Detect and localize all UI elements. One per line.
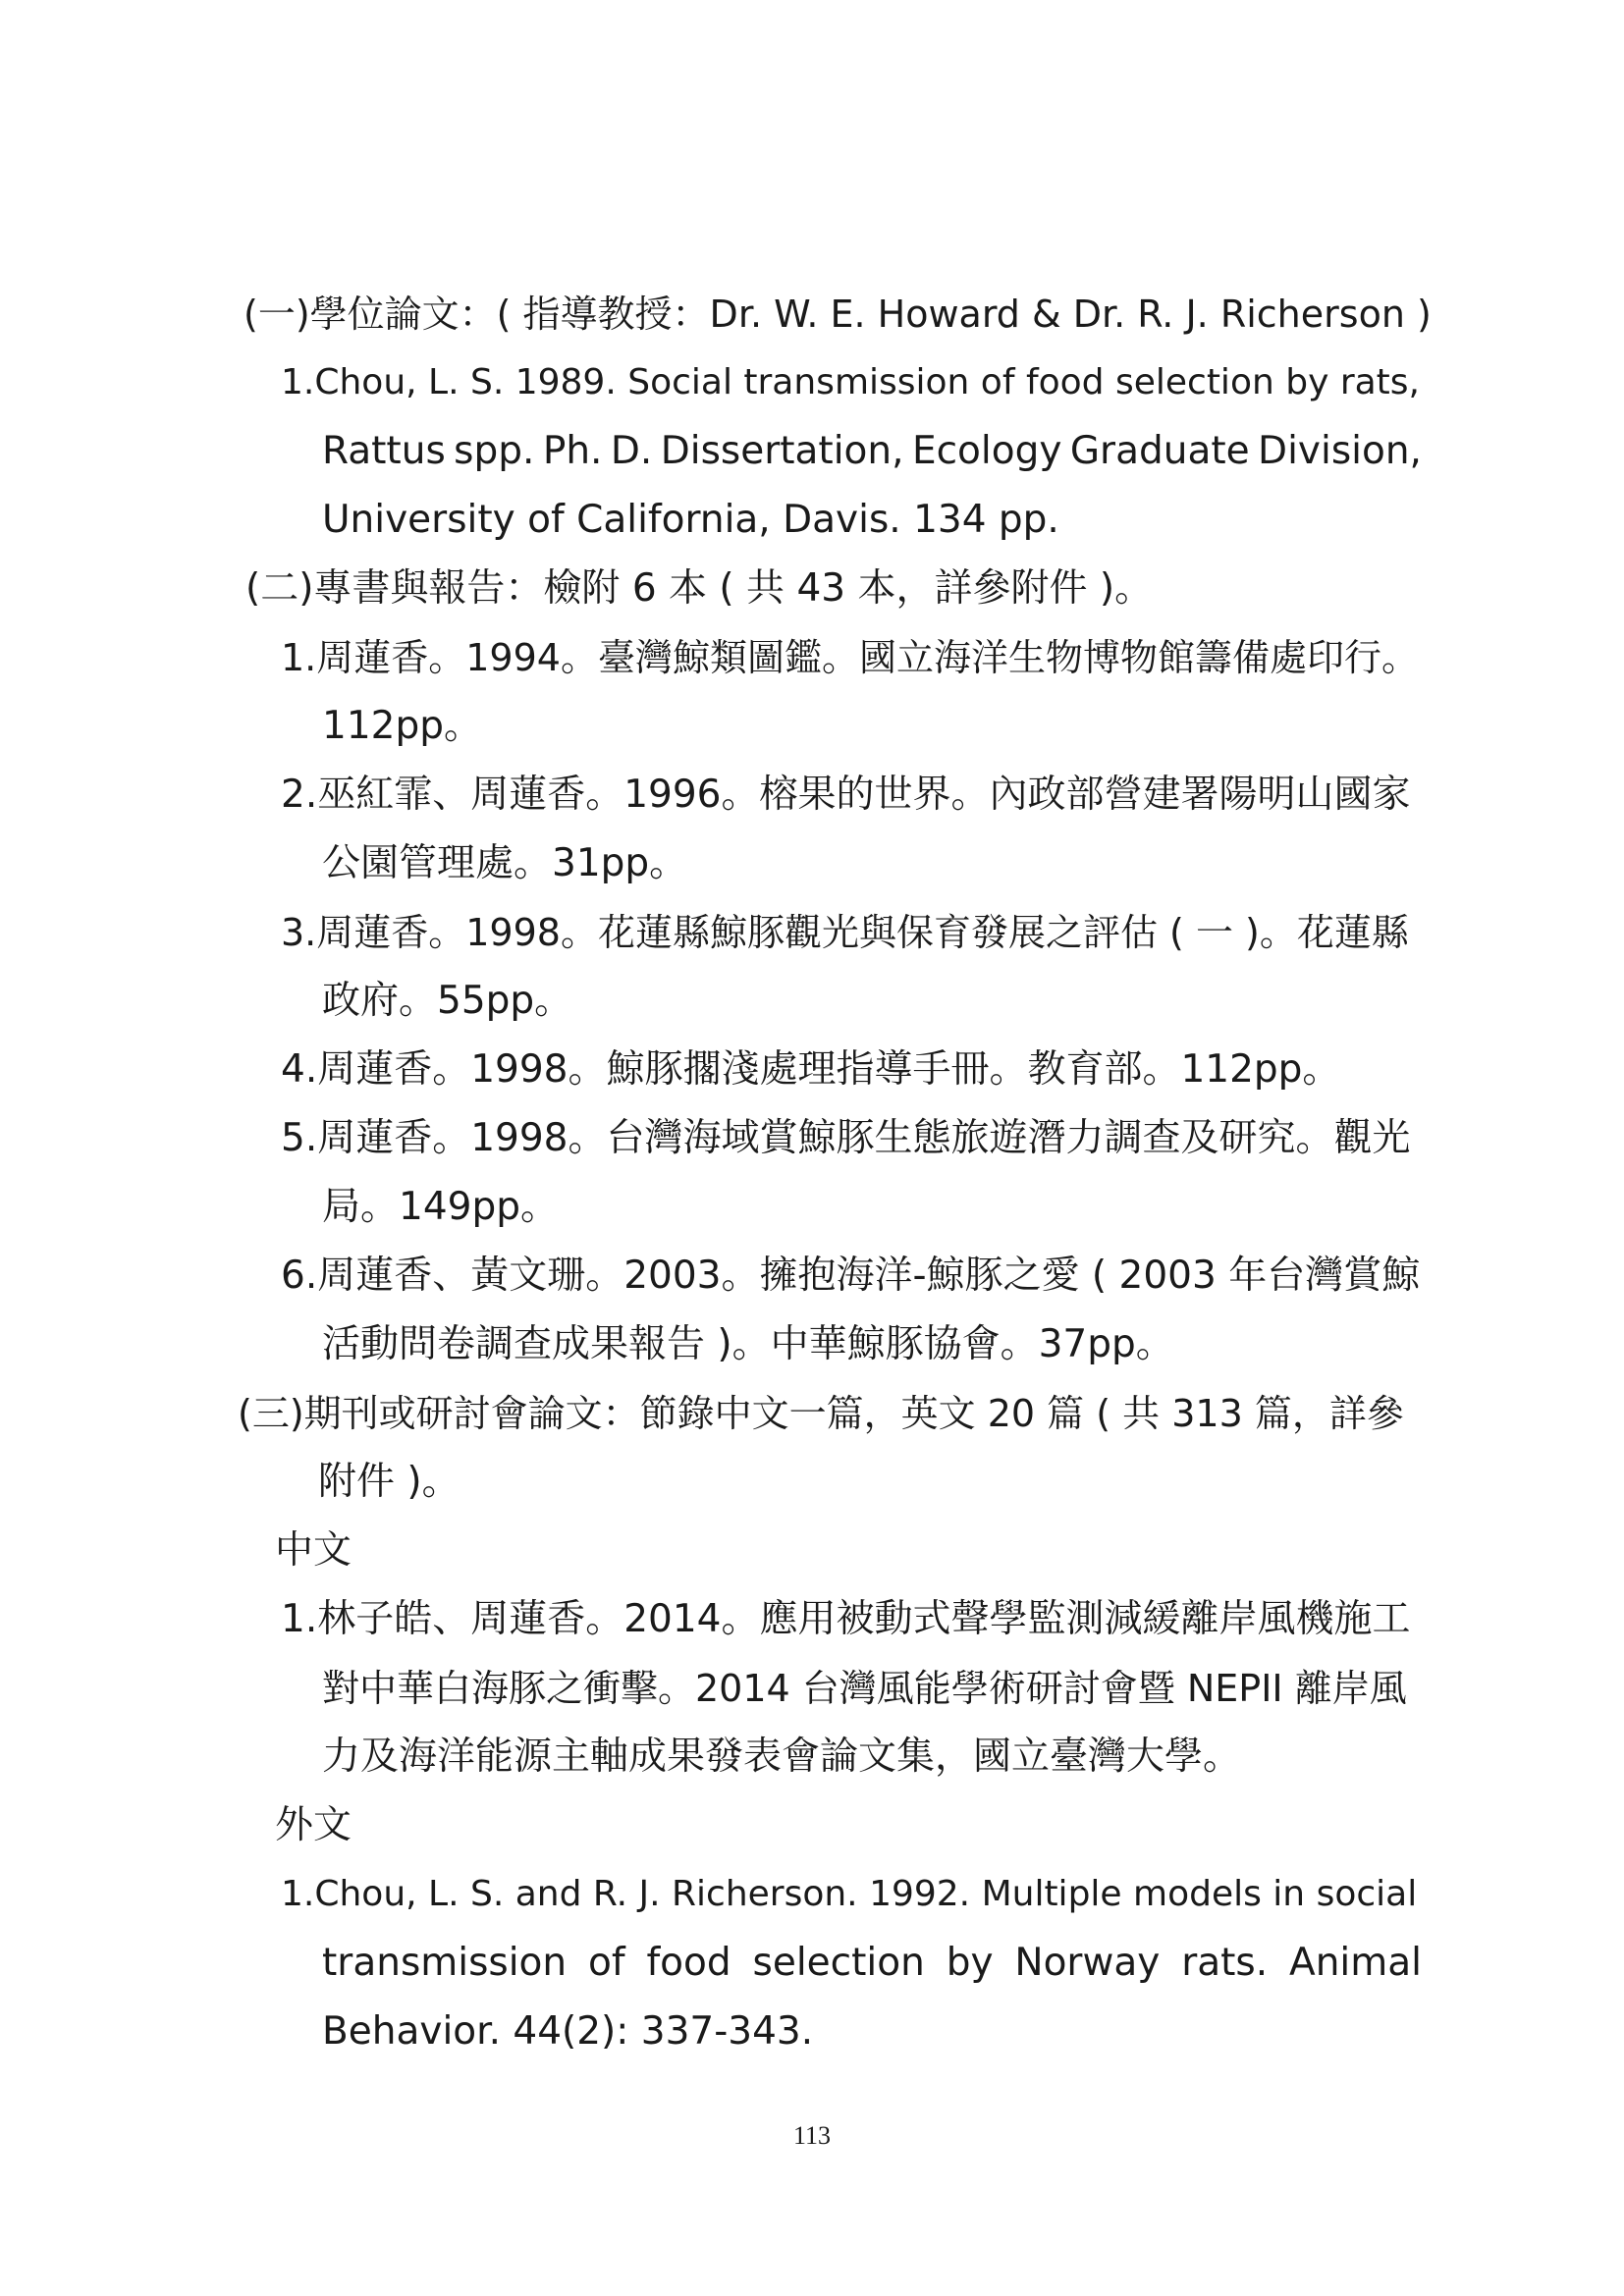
foreign-paper-1-line-3: Behavior. 44(2): 337-343.	[322, 2009, 814, 2054]
chinese-paper-1-line-1: 1.林子皓、周蓮香。2014。應用被動式聲學監測減緩離岸風機施工	[281, 1597, 1411, 1641]
section-heading-papers-line-2: 附件 )。	[318, 1460, 460, 1504]
word: by	[946, 1941, 994, 1985]
book-entry-5-line-1: 5.周蓮香。1998。台灣海域賞鯨豚生態旅遊潛力調查及研究。觀光	[281, 1116, 1411, 1160]
book-entry-3-line-2: 政府。55pp。	[322, 979, 573, 1023]
book-entry-6-line-1: 6.周蓮香、黃文珊。2003。擁抱海洋-鯨豚之愛 ( 2003 年台灣賞鯨	[281, 1254, 1421, 1298]
word: Rattus	[322, 429, 446, 473]
word: Animal	[1289, 1941, 1422, 1985]
section-heading-dissertation: (一)學位論文：( 指導教授：Dr. W. E. Howard & Dr. R. J. Richerson )	[244, 293, 1432, 336]
word: Norway	[1014, 1941, 1161, 1985]
section-heading-books-reports: (二)專書與報告：檢附 6 本 ( 共 43 本，詳參附件 )。	[245, 566, 1154, 611]
word: Division,	[1258, 429, 1422, 473]
dissertation-entry-line-1: 1.Chou, L. S. 1989. Social transmission of food selection by rats,	[281, 362, 1420, 402]
word: selection	[752, 1941, 925, 1985]
book-entry-1-line-2: 112pp。	[322, 704, 482, 748]
chinese-subheading: 中文	[275, 1528, 352, 1573]
word: Ph.	[542, 429, 603, 473]
word: Ecology	[911, 429, 1062, 473]
word: Graduate	[1069, 429, 1250, 473]
section-heading-papers: (三)期刊或研討會論文：節錄中文一篇，英文 20 篇 ( 共 313 篇，詳參	[238, 1392, 1404, 1435]
chinese-paper-1-line-2: 對中華白海豚之衝擊。2014 台灣風能學術研討會暨 NEPII 離岸風	[322, 1667, 1407, 1710]
book-entry-3-line-1: 3.周蓮香。1998。花蓮縣鯨豚觀光與保育發展之評估 ( 一 )。花蓮縣	[281, 911, 1409, 954]
book-entry-2-line-1: 2.巫紅霏、周蓮香。1996。榕果的世界。內政部營建署陽明山國家	[281, 773, 1411, 817]
book-entry-4-line-1: 4.周蓮香。1998。鯨豚擱淺處理指導手冊。教育部。112pp。	[281, 1047, 1341, 1092]
word: transmission	[322, 1941, 568, 1985]
dissertation-entry-line-3: University of California, Davis. 134 pp.	[322, 498, 1059, 542]
book-entry-1-line-1: 1.周蓮香。1994。臺灣鯨類圖鑑。國立海洋生物博物館籌備處印行。	[281, 636, 1419, 679]
book-entry-2-line-2: 公園管理處。31pp。	[322, 841, 688, 885]
word: spp.	[454, 429, 535, 473]
word: Dissertation,	[660, 429, 904, 473]
word: D.	[610, 429, 653, 473]
word: rats.	[1181, 1941, 1269, 1985]
foreign-subheading: 外文	[275, 1803, 352, 1847]
chinese-paper-1-line-3: 力及海洋能源主軸成果發表會論文集，國立臺灣大學。	[322, 1735, 1242, 1779]
page-number: 113	[792, 2121, 832, 2150]
foreign-paper-1-line-1: 1.Chou, L. S. and R. J. Richerson. 1992. Multiple models in social	[281, 1874, 1418, 1914]
word: food	[646, 1941, 731, 1985]
foreign-paper-1-line-2	[322, 1940, 1422, 1987]
dissertation-entry-line-2	[322, 428, 1422, 475]
book-entry-5-line-2: 局。149pp。	[322, 1185, 559, 1229]
word: of	[588, 1941, 625, 1985]
book-entry-6-line-2: 活動問卷調查成果報告 )。中華鯨豚協會。37pp。	[322, 1322, 1174, 1366]
